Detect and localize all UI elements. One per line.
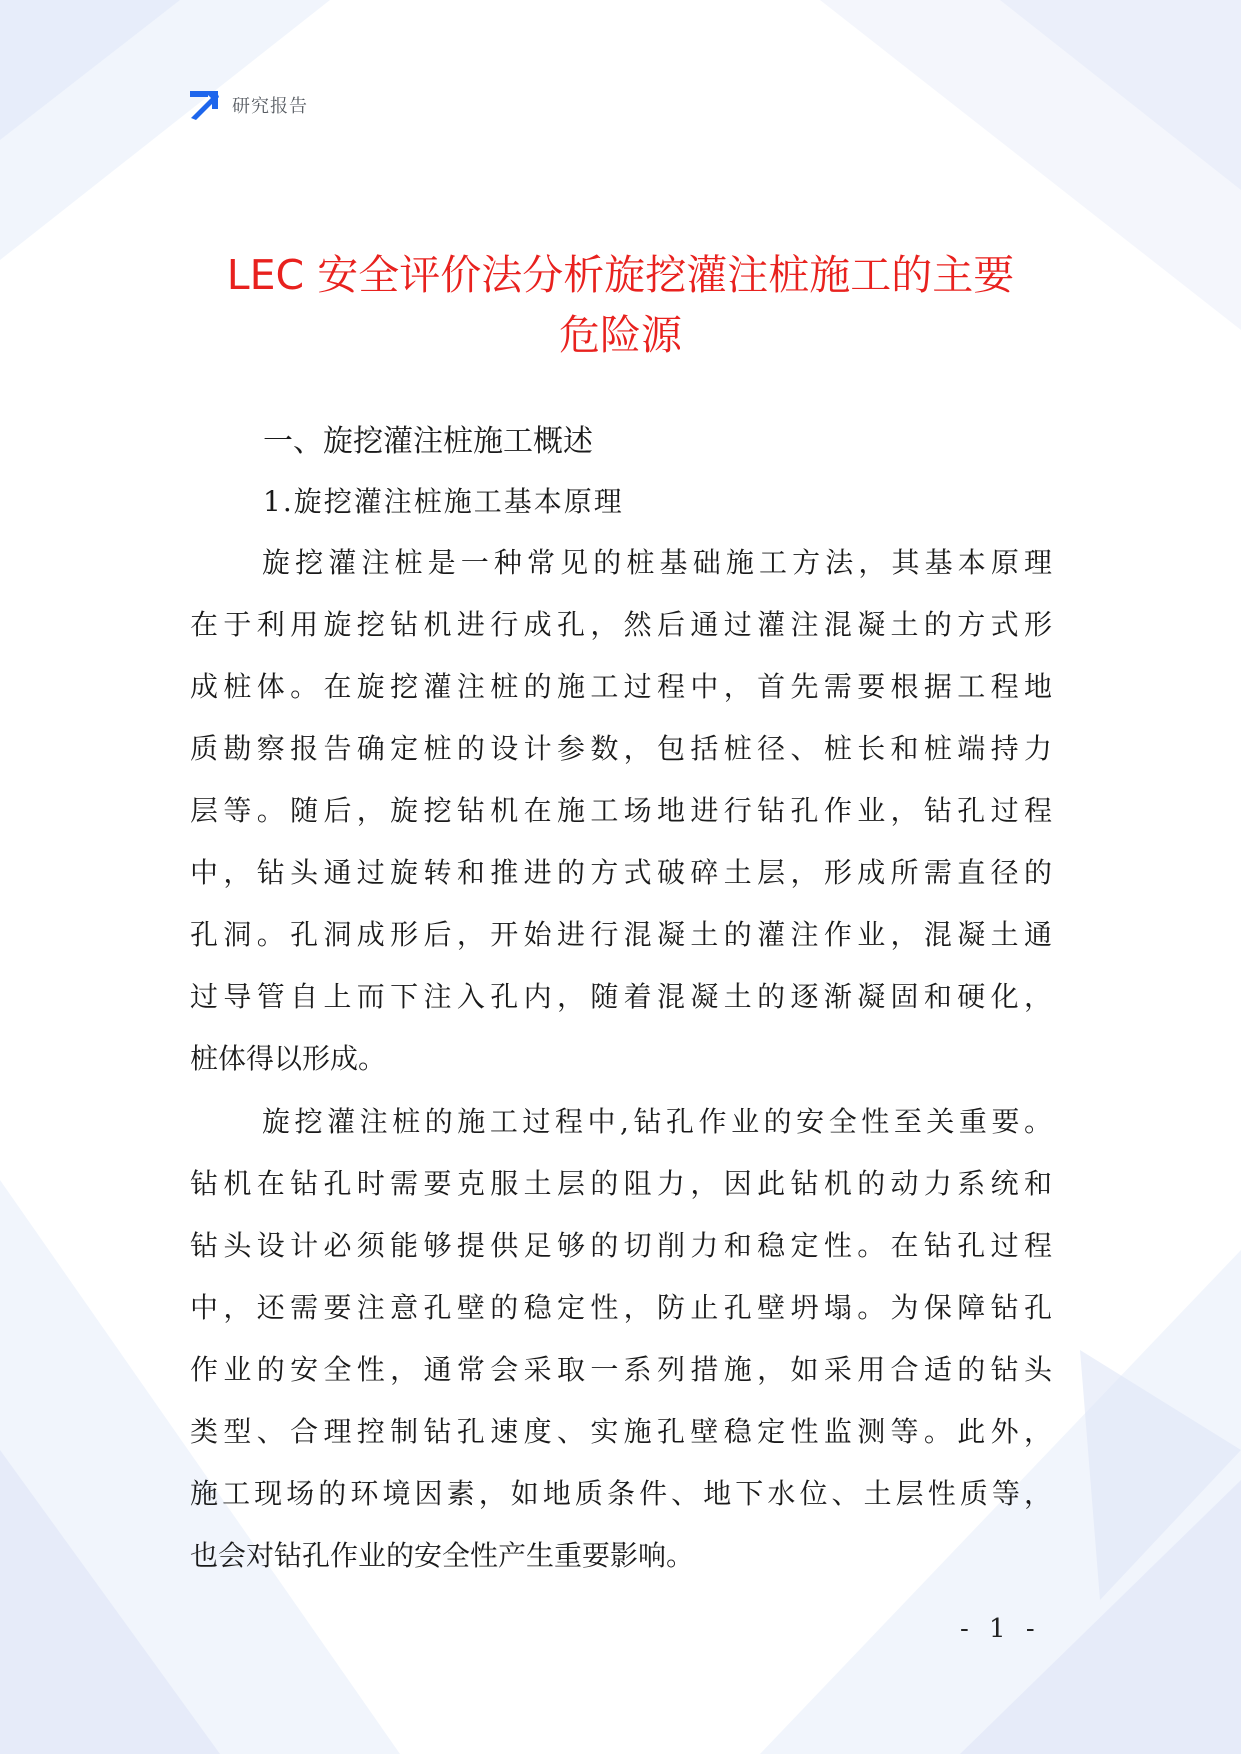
title-line-2: 危险源	[559, 311, 682, 360]
blue-arrow-logo-icon	[188, 89, 220, 121]
paragraph-line: 类型、合理控制钻孔速度、实施孔壁稳定性监测等。此外，	[190, 1415, 1052, 1448]
paragraph-line: 在于利用旋挖钻机进行成孔，然后通过灌注混凝土的方式形	[190, 608, 1052, 641]
paragraph-line: 过导管自上而下注入孔内，随着混凝土的逐渐凝固和硬化，	[190, 980, 1052, 1013]
title-line-1: LEC 安全评价法分析旋挖灌注桩施工的主要	[226, 251, 1015, 300]
paragraph-line: 旋挖灌注桩的施工过程中,钻孔作业的安全性至关重要。	[262, 1105, 1052, 1138]
section-heading: 一、旋挖灌注桩施工概述	[263, 424, 593, 459]
paragraph-line: 中，钻头通过旋转和推进的方式破碎土层，形成所需直径的	[190, 856, 1052, 889]
paragraph-line: 也会对钻孔作业的安全性产生重要影响。	[190, 1539, 695, 1572]
page-number: - 1 -	[960, 1614, 1041, 1644]
paragraph-line: 钻头设计必须能够提供足够的切削力和稳定性。在钻孔过程	[190, 1229, 1052, 1262]
paragraph-line: 钻机在钻孔时需要克服土层的阻力，因此钻机的动力系统和	[190, 1167, 1052, 1200]
paragraph-line: 施工现场的环境因素，如地质条件、地下水位、土层性质等，	[190, 1477, 1052, 1510]
paragraph-line: 旋挖灌注桩是一种常见的桩基础施工方法，其基本原理	[262, 546, 1052, 579]
paragraph-line: 成桩体。在旋挖灌注桩的施工过程中，首先需要根据工程地	[190, 670, 1052, 703]
paragraph-line: 孔洞。孔洞成形后，开始进行混凝土的灌注作业，混凝土通	[190, 918, 1052, 951]
document-title	[150, 245, 1091, 365]
paragraph-line: 层等。随后，旋挖钻机在施工场地进行钻孔作业，钻孔过程	[190, 794, 1052, 827]
paragraph-line: 质勘察报告确定桩的设计参数，包括桩径、桩长和桩端持力	[190, 732, 1052, 765]
paragraph-line: 作业的安全性，通常会采取一系列措施，如采用合适的钻头	[190, 1353, 1052, 1386]
report-header	[188, 88, 308, 122]
header-label: 研究报告	[232, 96, 308, 117]
paragraph-line: 中，还需要注意孔壁的稳定性，防止孔壁坍塌。为保障钻孔	[190, 1291, 1052, 1324]
paragraph-2	[190, 1091, 1052, 1587]
paragraph-line: 桩体得以形成。	[190, 1042, 387, 1075]
paragraph-1	[190, 532, 1052, 1090]
subsection-heading: 1.旋挖灌注桩施工基本原理	[263, 485, 624, 518]
